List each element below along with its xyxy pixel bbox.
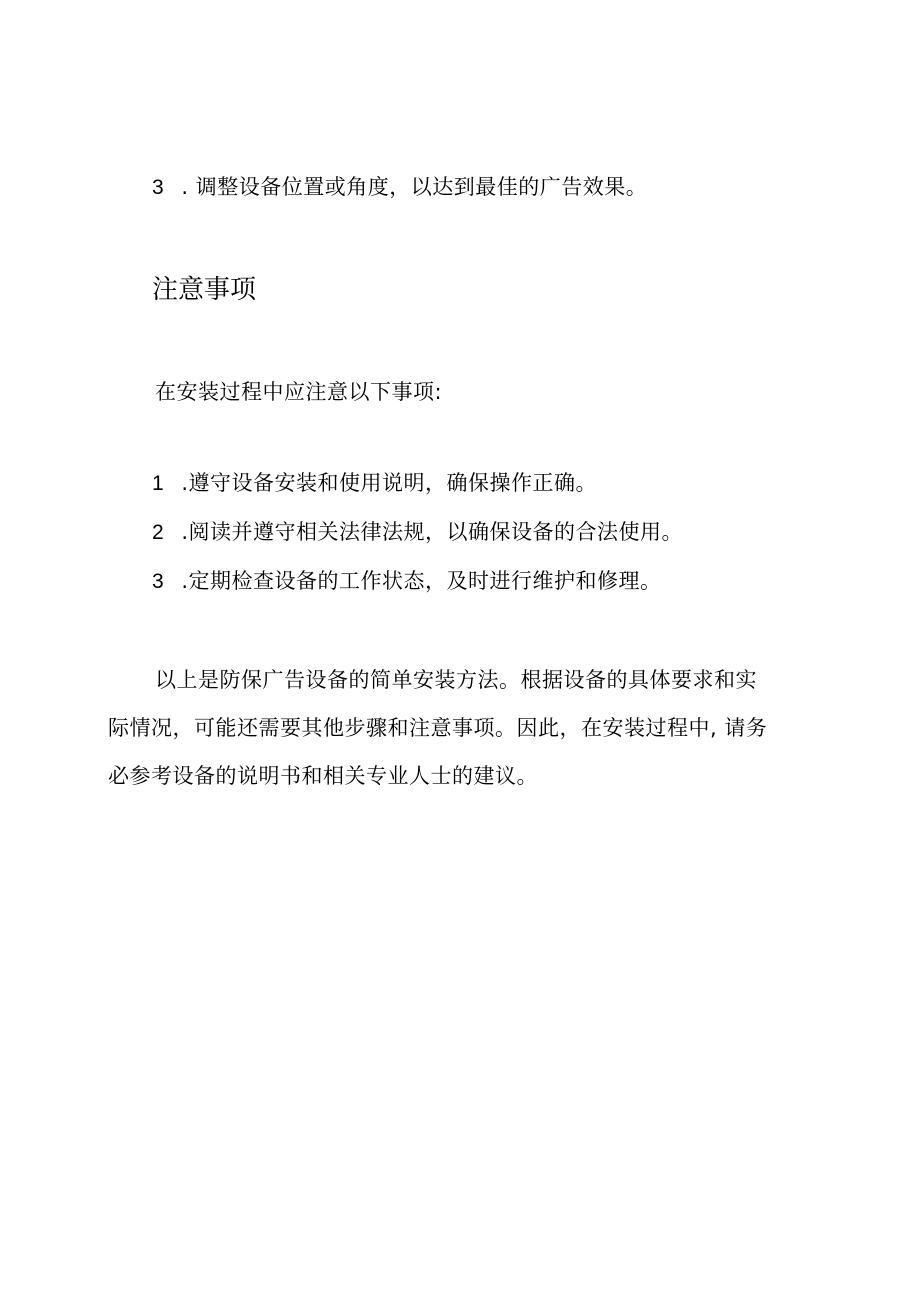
conclusion-line-1: 以上是防保广告设备的简单安装方法。根据设备的具体要求和实 xyxy=(155,668,757,692)
note-number: 2 xyxy=(152,521,165,544)
conclusion-paragraph xyxy=(108,656,833,800)
note-item-2 xyxy=(152,517,683,548)
note-item-1 xyxy=(152,468,597,499)
step-number: 3 xyxy=(152,176,165,199)
note-text: .遵守设备安装和使用说明，确保操作正确。 xyxy=(181,471,598,495)
conclusion-line-3: 必参考设备的说明书和相关专业人士的建议。 xyxy=(108,764,538,788)
note-item-3 xyxy=(152,566,662,597)
conclusion-line-2: 际情况，可能还需要其他步骤和注意事项。因此，在安装过程中, 请务 xyxy=(108,716,768,740)
note-number: 1 xyxy=(152,472,165,495)
note-number: 3 xyxy=(152,570,165,593)
notes-intro: 在安装过程中应注意以下事项: xyxy=(155,380,443,404)
install-step-3 xyxy=(152,172,647,203)
step-text: . 调整设备位置或角度，以达到最佳的广告效果。 xyxy=(181,175,648,199)
note-text: .定期检查设备的工作状态，及时进行维护和修理。 xyxy=(181,569,662,593)
notes-heading: 注意事项 xyxy=(152,275,257,305)
note-text: .阅读并遵守相关法律法规，以确保设备的合法使用。 xyxy=(181,520,684,544)
